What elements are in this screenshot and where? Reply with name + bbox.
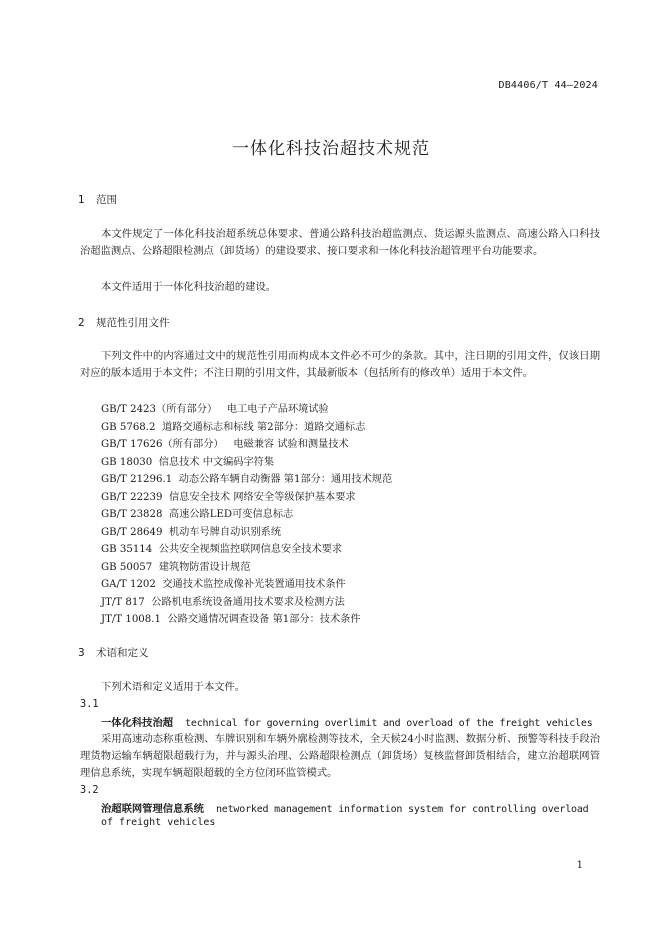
- term-chinese: 一体化科技治超: [101, 717, 174, 729]
- term-definition: 采用高速动态称重检测、车牌识别和车辆外廓检测等技术，全天候24小时监测、数据分析、预警等科技手段治理货物运输车辆超限超载行为，并与源头治理、公路超限检测点（卸货场）复核监督卸货相结合，建立治超联网管理信息系统，实现车辆超限超载的全方位闭环监管模式。: [80, 733, 600, 779]
- document-title: 一体化科技治超技术规范: [232, 139, 430, 159]
- section-3-heading: [78, 645, 149, 660]
- term-entry: [101, 800, 588, 815]
- term-entry: [101, 714, 593, 729]
- term-english: networked management information system for controlling overload: [215, 804, 589, 815]
- reference-item: GB/T 23828 高速公路LED可变信息标志: [101, 509, 294, 520]
- terms-intro-paragraph: 下列术语和定义适用于本文件。: [101, 681, 246, 693]
- section-1-heading: [78, 192, 117, 207]
- reference-item: GB/T 21296.1 动态公路车辆自动衡器 第1部分：通用技术规范: [101, 474, 393, 485]
- reference-item: GB/T 22239 信息安全技术 网络安全等级保护基本要求: [101, 491, 356, 503]
- term-chinese: 治超联网管理信息系统: [101, 803, 204, 815]
- term-number: 3.1: [80, 698, 99, 710]
- reference-item: GB 5768.2 道路交通标志和标线 第2部分：道路交通标志: [101, 421, 366, 433]
- reference-item: JT/T 817 公路机电系统设备通用技术要求及检测方法: [101, 596, 345, 608]
- normative-intro-paragraph: 下列文件中的内容通过文中的规范性引用而构成本文件必不可少的条款。其中，注日期的引用文件，仅该日期对应的版本适用于本文件；不注日期的引用文件，其最新版本（包括所有的修改单）适用于本文件。: [80, 350, 600, 379]
- section-number: 3: [78, 647, 85, 659]
- section-title: 术语和定义: [96, 647, 149, 659]
- section-number: 1: [78, 194, 85, 206]
- term-english: technical for governing overlimit and overload of the freight vehicles: [185, 718, 593, 729]
- reference-item: GA/T 1202 交通技术监控成像补光装置通用技术条件: [101, 579, 346, 590]
- reference-item: GB/T 17626（所有部分） 电磁兼容 试验和测量技术: [101, 439, 349, 450]
- reference-item: GB 35114 公共安全视频监控联网信息安全技术要求: [101, 544, 343, 555]
- applicability-paragraph: 本文件适用于一体化科技治超的建设。: [101, 281, 277, 293]
- reference-item: GB/T 28649 机动车号牌自动识别系统: [101, 526, 282, 538]
- reference-list: [101, 401, 392, 629]
- scope-paragraph: 本文件规定了一体化科技治超系统总体要求、普通公路科技治超监测点、货运源头监测点、高速公路入口科技治超监测点、公路超限检测点（卸货场）的建设要求、接口要求和一体化科技治超管理平台功能要求。: [80, 228, 600, 257]
- page-number: 1: [576, 860, 583, 871]
- term-english-continued: of freight vehicles: [101, 817, 216, 828]
- section-2-heading: [78, 315, 170, 330]
- reference-item: GB/T 2423（所有部分） 电工电子产品环境试验: [101, 404, 329, 415]
- section-number: 2: [78, 317, 85, 329]
- reference-item: GB 18030 信息技术 中文编码字符集: [101, 456, 275, 468]
- section-title: 规范性引用文件: [96, 317, 170, 329]
- reference-item: JT/T 1008.1 公路交通情况调查设备 第1部分：技术条件: [101, 614, 361, 625]
- reference-item: GB 50057 建筑物防雷设计规范: [101, 561, 251, 573]
- document-code: DB4406/T 44—2024: [498, 80, 598, 91]
- section-title: 范围: [96, 194, 117, 206]
- term-number: 3.2: [80, 784, 99, 796]
